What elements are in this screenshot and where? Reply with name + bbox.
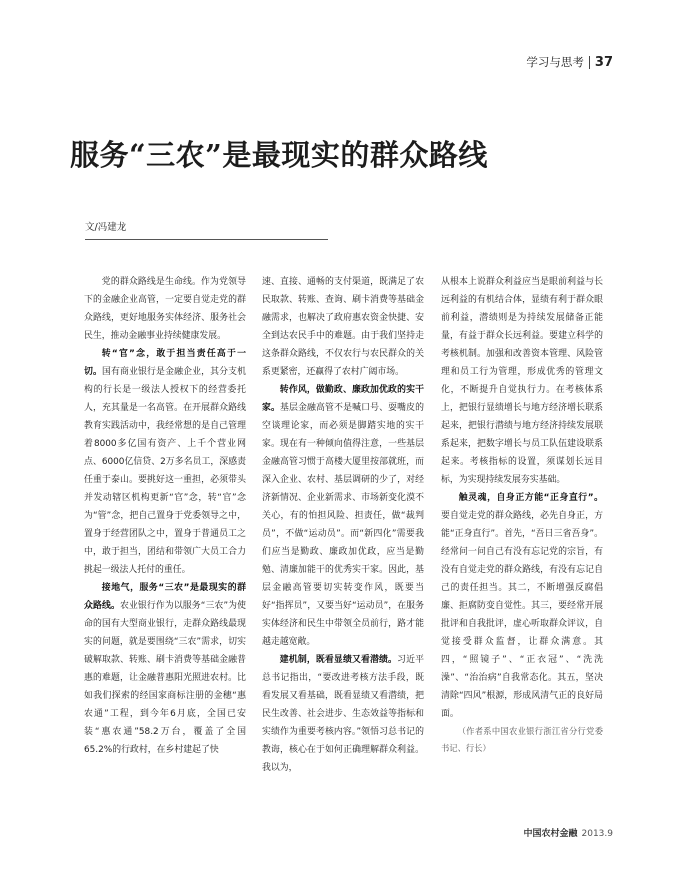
running-header: [526, 54, 613, 70]
paragraph: [84, 579, 246, 759]
paragraph-heading: 建机制，既看显绩又看潜绩。: [279, 655, 398, 665]
paragraph-text: 党的群众路线是生命线。作为党领导下的金融企业高管，一定要自觉走党的群众路线，更好地服务实体经济、服务社会民生，推动金融事业持续健康发展。: [84, 277, 246, 341]
paragraph-text: 速、直接、通畅的支付渠道，既满足了农民取款、转账、查询、刷卡消费等基础金融需求，也解决了政府惠农资金快捷、安全到达农民手中的难题。由于我们坚持走这条群众路线，不仅农行与农民群众的关系更紧密，还赢得了农村广阔市场。: [262, 277, 424, 377]
paragraph-text: 基层金融高管不是喊口号、耍嘴皮的空谈理论家，而必须是脚踏实地的实干家。现在有一种倾向值得注意，一些基层金融高管习惯于高楼大厦里按部就班，而深入企业、农村、基层调研的少了，对经济新情况、企业新需求、市场新变化漠不关心，有的怕担风险、担责任，做“裁判员”，不做“运动员”。而“新四化”需要我们应当是勤政、廉政加优政，应当是勤勉、清廉加能干的优秀实干家。因此，基层金融高管要切实转变作风，既要当好“指挥员”，又要当好“运动员”，在服务实体经济和民生中带领全员前行，路才能越走越宽敞。: [262, 403, 424, 647]
paragraph-text: 国有商业银行是金融企业，其分支机构的行长是一级法人授权下的经营委托人，充其量是一名高管。在开展群众路线教育实践活动中，我经常想的是自己管理着8000多亿国有资产、上千个营业网点、6000亿信贷、2万多名员工，深感责任重于泰山。要挑好这一重担，必须带头并发动辖区机构更新“官”念，转“官”念为“管”念，把自己置身于党委领导之中，置身于经营团队之中，置身于普通员工之中，敢于担当，团结和带领广大员工合力挑起一级法人托付的重任。: [84, 367, 246, 575]
paragraph: [441, 273, 603, 489]
article-title: 服务“三农”是最现实的群众路线: [70, 138, 488, 172]
paragraph-text: 习近平总书记指出，“要改进考核方法手段，既看发展又看基础，既看显绩又看潜绩，把民生改善、社会进步、生态效益等指标和实绩作为重要考核内容。”领悟习总书记的教诲，核心在于如何正确理解群众利益。我以为，: [262, 655, 424, 773]
page-footer: [523, 826, 613, 839]
paragraph-text: 农业银行作为以服务“三农”为使命的国有大型商业银行，走群众路线最现实的问题，就是要围绕“三农”需求，切实破解取款、转账、刷卡消费等基础金融普惠的难题，让金融普惠阳光照进农村。比如我们探索的经国家商标注册的金穗“惠农通”工程，到今年6月底，全国已安装“惠农通”58.2万台，覆盖了全国65.2%的行政村，在乡村建起了快: [84, 601, 246, 755]
magazine-name: 中国农村金融: [523, 829, 578, 839]
paragraph-text: 要自觉走党的群众路线，必先自身正，方能“正身直行”。首先，“吾日三省吾身”。经常问一问自己有没有忘记党的宗旨，有没有自觉走党的群众路线，有没有忘记自己的责任担当。其二，不断增强反腐倡廉、拒腐防变自觉性。其三，要经常开展批评和自我批评，虚心听取群众评议，自觉接受群众监督，让群众满意。其四，“照镜子”、“正衣冠”、“洗洗澡”、“治治病”自我常态化。其五，坚决清除“四风”根源，形成风清气正的良好局面。: [441, 511, 603, 719]
paragraph: [84, 345, 246, 579]
paragraph-heading: 接地气，服务“三农”是最现实的群众路线。: [84, 583, 246, 611]
paragraph-heading: 转作风，做勤政、廉政加优政的实干家。: [262, 385, 424, 413]
author-byline: 文/冯建龙: [85, 222, 127, 233]
paragraph: [262, 273, 424, 381]
paragraph: [441, 489, 603, 723]
paragraph: [262, 651, 424, 777]
author-note: （作者系中国农业银行浙江省分行党委书记、行长）: [441, 726, 603, 753]
paragraph: [84, 273, 246, 345]
paragraph-heading: 转“官”念，敢于担当责任高于一切。: [84, 349, 246, 377]
body-column-2: [262, 273, 424, 777]
paragraph-heading: 触灵魂，自身正方能“正身直行”。: [458, 493, 603, 503]
body-column-3: [441, 273, 603, 757]
section-label: 学习与思考: [526, 55, 584, 69]
paragraph: [262, 381, 424, 651]
header-divider: [589, 56, 590, 69]
issue-number: 2013.9: [581, 829, 613, 839]
body-column-1: [84, 273, 246, 759]
page-number: 37: [594, 54, 613, 70]
author-divider: [85, 239, 328, 240]
paragraph-text: 从根本上说群众利益应当是眼前利益与长远利益的有机结合体，显绩有利于群众眼前利益，潜绩则是为持续发展储备正能量，有益于群众长远利益。要建立科学的考核机制。加强和改善资本管理、风险管理和员工行为管理，形成优秀的管理文化，不断提升自觉执行力。在考核体系上，把银行显绩增长与地方经济增长联系起来，把银行潜绩与地方经济持续发展联系起来，把数字增长与员工队伍建设联系起来。考核指标的设置，须谋划长远目标，为实现持续发展夯实基础。: [441, 277, 603, 485]
